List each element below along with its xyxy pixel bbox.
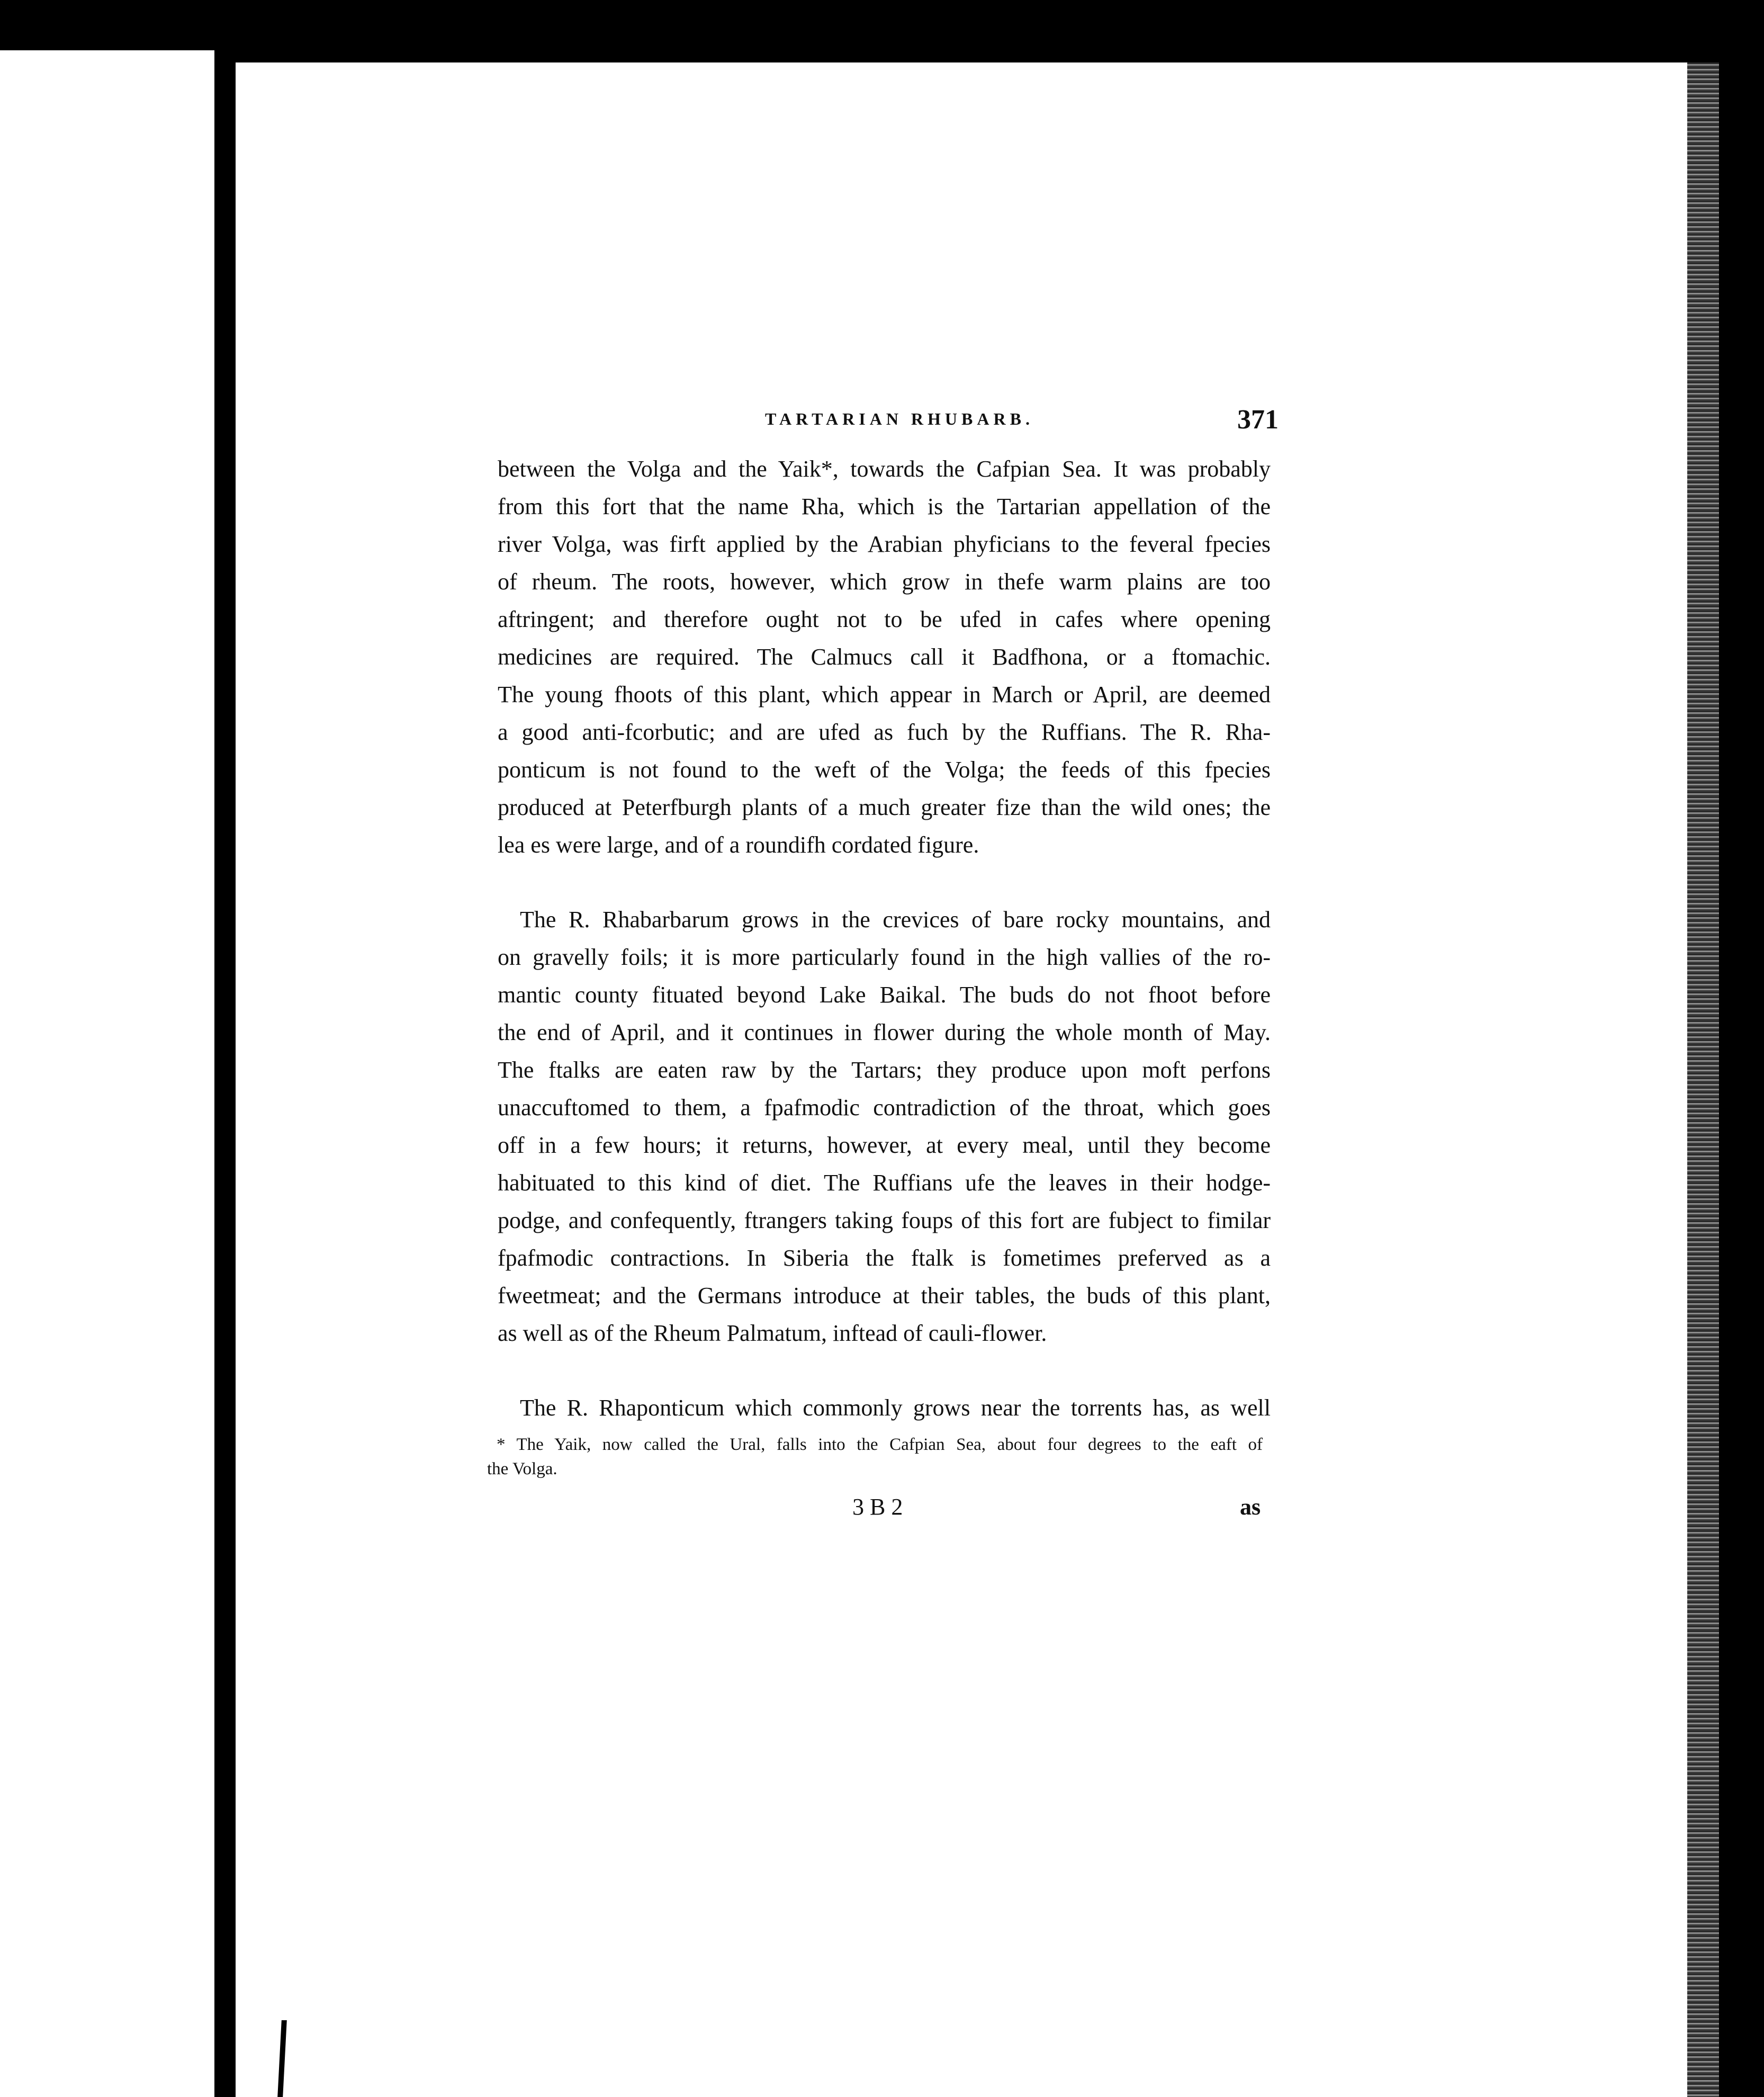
text-line: unaccuftomed to them, a fpafmodic contradiction of the throat, which goes <box>498 1095 1271 1121</box>
text-line: fpafmodic contractions. In Siberia the ftalk is fometimes preferved as a <box>498 1245 1271 1271</box>
text-line: as well as of the Rheum Palmatum, inftead of cauli-flower. <box>498 1320 1047 1346</box>
body-text <box>498 450 1271 1427</box>
footnote <box>487 1432 1263 1481</box>
text-line: between the Volga and the Yaik*, towards the Cafpian Sea. It was probably <box>498 456 1271 482</box>
page-edges <box>1687 62 1719 2097</box>
text-line: river Volga, was firft applied by the Arabian phyficians to the feveral fpecies <box>498 531 1271 557</box>
text-line: the end of April, and it continues in flower during the whole month of May. <box>498 1019 1271 1045</box>
text-line: a good anti-fcorbutic; and are ufed as fuch by the Ruffians. The R. Rha- <box>498 719 1271 745</box>
text-line: The R. Rhabarbarum grows in the crevices of bare rocky mountains, and <box>520 907 1271 933</box>
text-line: fweetmeat; and the Germans introduce at their tables, the buds of this plant, <box>498 1283 1271 1309</box>
signature-mark: 3 B 2 <box>852 1494 903 1520</box>
left-page-blank <box>0 50 214 2097</box>
text-line: lea es were large, and of a roundifh cordated figure. <box>498 832 979 858</box>
footnote-line: the Volga. <box>487 1459 557 1478</box>
text-line: medicines are required. The Calmucs call it Badfhona, or a ftomachic. <box>498 644 1271 670</box>
scan-border-right <box>1719 62 1764 2097</box>
paragraph-2 <box>498 901 1271 1352</box>
text-line: ponticum is not found to the weft of the Volga; the feeds of this fpecies <box>498 757 1271 783</box>
text-line: habituated to this kind of diet. The Ruffians ufe the leaves in their hodge- <box>498 1170 1271 1196</box>
text-line: podge, and confequently, ftrangers taking foups of this fort are fubject to fimilar <box>498 1207 1271 1233</box>
text-line: on gravelly foils; it is more particularly found in the high vallies of the ro- <box>498 944 1271 970</box>
text-line: mantic county fituated beyond Lake Baikal. The buds do not fhoot before <box>498 982 1271 1008</box>
paragraph-gap <box>498 864 1271 901</box>
paragraph-1 <box>498 450 1271 864</box>
page-number: 371 <box>1237 405 1279 435</box>
paragraph-gap <box>498 1352 1271 1389</box>
text-line: off in a few hours; it returns, however, at every meal, until they become <box>498 1132 1271 1158</box>
footnote-line: * The Yaik, now called the Ural, falls into the Cafpian Sea, about four degrees to the eaft of <box>497 1435 1263 1454</box>
text-line: The ftalks are eaten raw by the Tartars; they produce upon moft perfons <box>498 1057 1271 1083</box>
book-gutter <box>214 50 236 2097</box>
page-header <box>500 405 1279 441</box>
paragraph-3 <box>498 1389 1271 1427</box>
text-line: aftringent; and therefore ought not to be ufed in cafes where opening <box>498 606 1271 632</box>
text-line: The young fhoots of this plant, which appear in March or April, are deemed <box>498 682 1271 707</box>
text-line: The R. Rhaponticum which commonly grows near the torrents has, as well <box>520 1395 1271 1421</box>
text-line: from this fort that the name Rha, which is the Tartarian appellation of the <box>498 494 1271 519</box>
text-line: of rheum. The roots, however, which grow in thefe warm plains are too <box>498 569 1271 595</box>
running-head: TARTARIAN RHUBARB. <box>765 409 1034 428</box>
catchword: as <box>1240 1494 1261 1520</box>
text-line: produced at Peterfburgh plants of a much greater fize than the wild ones; the <box>498 794 1271 820</box>
